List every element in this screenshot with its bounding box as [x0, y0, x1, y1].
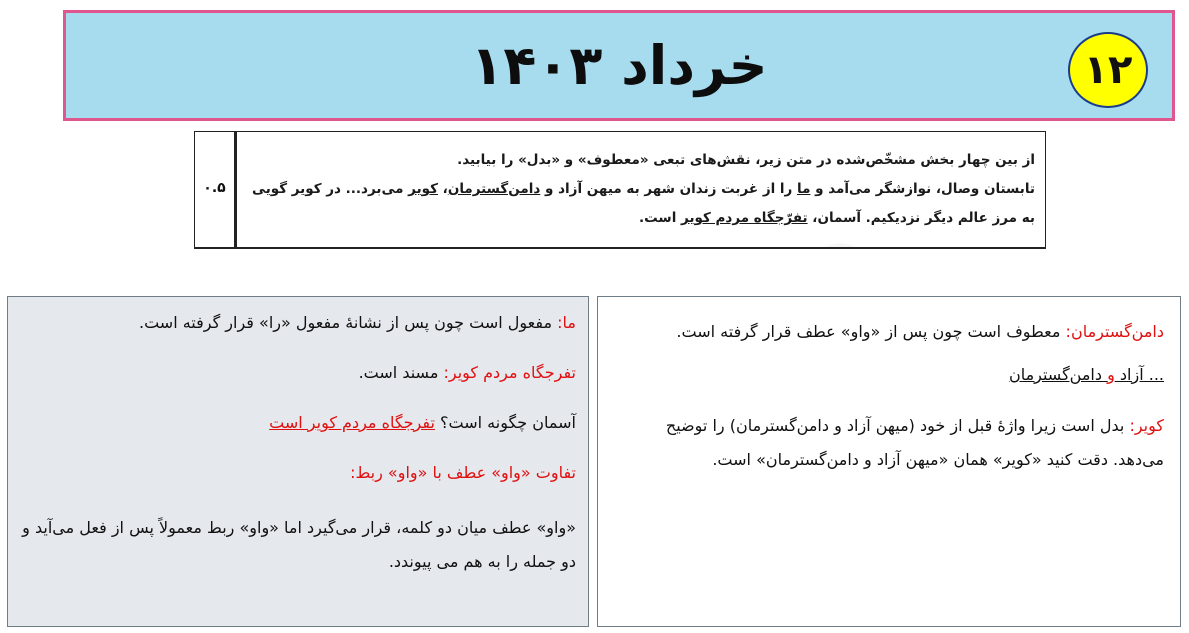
exam-question-text: [251, 146, 1035, 233]
answer-box-right: [597, 296, 1181, 627]
answer-paragraph: کویر: بدل است زیرا واژهٔ قبل از خود (میهن آزاد و دامن‌گسترمان) را توضیح می‌دهد. دقت کنید «کویر» همان «میهن آزاد و دامن‌گسترمان» است.: [665, 416, 1164, 469]
exam-question-snippet: [194, 131, 1046, 249]
exam-instruction: از بین چهار بخش مشخّص‌شده در متن زیر، نقش‌های تبعی «معطوف» و «بدل» را بیابید.: [457, 152, 1035, 168]
watermark-stamp: [516, 240, 735, 249]
answer-box-left: [7, 296, 589, 627]
question-number-badge: ۱۲: [1068, 32, 1148, 108]
title-banner: [63, 10, 1175, 121]
score-cell: ۰.۵: [195, 132, 237, 247]
answer-paragraph: ما: مفعول است چون پس از نشانهٔ مفعول «را» قرار گرفته است.: [138, 313, 576, 332]
answer-paragraph: «واو» عطف میان دو کلمه، قرار می‌گیرد اما «واو» ربط معمولاً پس از فعل می‌آید و دو جمله را به هم می پیوندد.: [22, 518, 576, 571]
answer-subheading: تفاوت «واو» عطف با «واو» ربط:: [350, 463, 576, 482]
answer-paragraph: ... آزاد و دامن‌گسترمان: [1008, 365, 1164, 384]
exam-passage-line: به مرز عالم دیگر نزدیکیم. آسمان، تفرّجگاه مردم کویر است.: [639, 210, 1035, 226]
exam-passage-line: تابستان وصال، نوازشگر می‌آمد و ما را از غربت زندان شهر به میهن آزاد و دامن‌گسترمان، کویر می‌برد... در کویر گویی: [252, 181, 1035, 197]
answer-paragraph: دامن‌گسترمان: معطوف است چون پس از «واو» عطف قرار گرفته است.: [676, 322, 1164, 341]
answer-paragraph: تفرجگاه مردم کویر: مسند است.: [358, 363, 576, 382]
page-title: خرداد ۱۴۰۳: [470, 34, 768, 97]
answer-paragraph: آسمان چگونه است؟ تفرجگاه مردم کویر است: [269, 413, 576, 432]
watermark-stamp: [729, 233, 881, 249]
